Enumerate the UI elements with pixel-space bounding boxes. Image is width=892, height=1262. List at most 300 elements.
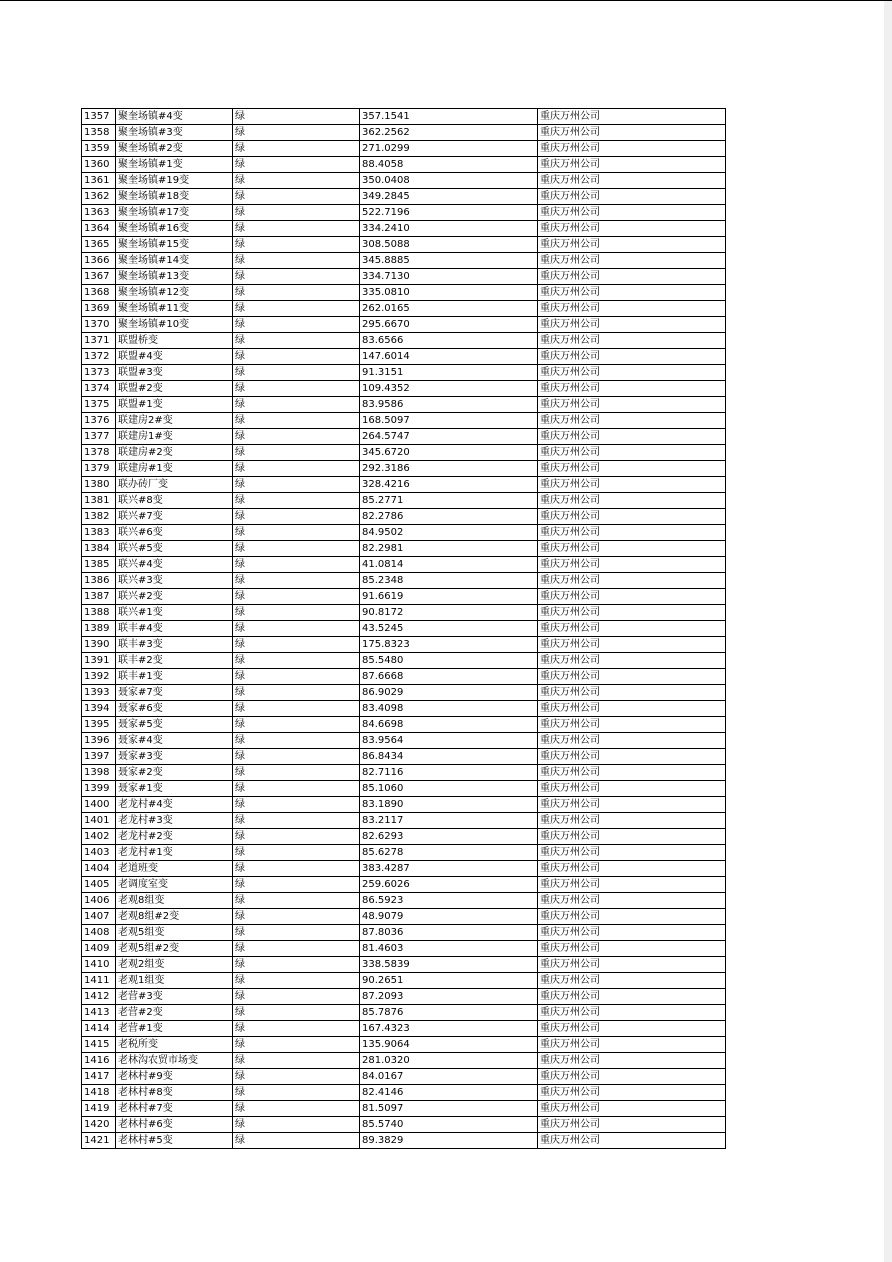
status-level-cell: 绿 [233,1053,360,1069]
table-row [82,637,726,653]
transformer-name-cell: 聚奎场镇#17变 [116,205,233,221]
status-level-cell: 绿 [233,285,360,301]
value-cell: 334.7130 [360,269,538,285]
value-cell: 48.9079 [360,909,538,925]
row-number-cell: 1371 [82,333,116,349]
value-cell: 259.6026 [360,877,538,893]
company-cell: 重庆万州公司 [538,605,726,621]
table-row [82,733,726,749]
page-top-rule [0,0,892,1]
table-row [82,205,726,221]
value-cell: 85.5740 [360,1117,538,1133]
company-cell: 重庆万州公司 [538,301,726,317]
value-cell: 82.2786 [360,509,538,525]
value-cell: 84.6698 [360,717,538,733]
transformer-name-cell: 联建房#2变 [116,445,233,461]
table-row [82,221,726,237]
row-number-cell: 1363 [82,205,116,221]
row-number-cell: 1379 [82,461,116,477]
status-level-cell: 绿 [233,333,360,349]
transformer-name-cell: 聚奎场镇#13变 [116,269,233,285]
row-number-cell: 1419 [82,1101,116,1117]
row-number-cell: 1387 [82,589,116,605]
table-row [82,989,726,1005]
transformer-name-cell: 老龙村#3变 [116,813,233,829]
table-row [82,525,726,541]
value-cell: 83.9564 [360,733,538,749]
transformer-name-cell: 老林村#6变 [116,1117,233,1133]
transformer-name-cell: 老观5组#2变 [116,941,233,957]
value-cell: 308.5088 [360,237,538,253]
value-cell: 522.7196 [360,205,538,221]
value-cell: 357.1541 [360,109,538,125]
table-row [82,893,726,909]
table-row [82,189,726,205]
transformer-name-cell: 老营#1变 [116,1021,233,1037]
value-cell: 83.9586 [360,397,538,413]
transformer-name-cell: 老林村#5变 [116,1133,233,1149]
company-cell: 重庆万州公司 [538,381,726,397]
row-number-cell: 1369 [82,301,116,317]
status-level-cell: 绿 [233,829,360,845]
value-cell: 262.0165 [360,301,538,317]
value-cell: 85.1060 [360,781,538,797]
table-row [82,685,726,701]
table-row [82,381,726,397]
row-number-cell: 1361 [82,173,116,189]
table-row [82,589,726,605]
status-level-cell: 绿 [233,845,360,861]
company-cell: 重庆万州公司 [538,829,726,845]
table-row [82,269,726,285]
table-row [82,397,726,413]
status-level-cell: 绿 [233,941,360,957]
table-row [82,605,726,621]
value-cell: 135.9064 [360,1037,538,1053]
company-cell: 重庆万州公司 [538,477,726,493]
status-level-cell: 绿 [233,909,360,925]
table-row [82,973,726,989]
row-number-cell: 1408 [82,925,116,941]
table-row [82,365,726,381]
status-level-cell: 绿 [233,125,360,141]
transformer-name-cell: 老林村#9变 [116,1069,233,1085]
status-level-cell: 绿 [233,381,360,397]
row-number-cell: 1398 [82,765,116,781]
row-number-cell: 1413 [82,1005,116,1021]
company-cell: 重庆万州公司 [538,525,726,541]
table-row [82,349,726,365]
company-cell: 重庆万州公司 [538,557,726,573]
company-cell: 重庆万州公司 [538,173,726,189]
transformer-name-cell: 联建房2#变 [116,413,233,429]
table-row [82,1053,726,1069]
value-cell: 83.1890 [360,797,538,813]
company-cell: 重庆万州公司 [538,429,726,445]
row-number-cell: 1365 [82,237,116,253]
status-level-cell: 绿 [233,1005,360,1021]
row-number-cell: 1394 [82,701,116,717]
row-number-cell: 1411 [82,973,116,989]
row-number-cell: 1410 [82,957,116,973]
status-level-cell: 绿 [233,749,360,765]
transformer-name-cell: 老观8组变 [116,893,233,909]
row-number-cell: 1381 [82,493,116,509]
row-number-cell: 1368 [82,285,116,301]
company-cell: 重庆万州公司 [538,877,726,893]
status-level-cell: 绿 [233,429,360,445]
status-level-cell: 绿 [233,237,360,253]
transformer-name-cell: 联兴#5变 [116,541,233,557]
company-cell: 重庆万州公司 [538,237,726,253]
table-row [82,765,726,781]
value-cell: 88.4058 [360,157,538,173]
company-cell: 重庆万州公司 [538,909,726,925]
transformer-name-cell: 聚奎场镇#1变 [116,157,233,173]
transformer-name-cell: 老营#2变 [116,1005,233,1021]
status-level-cell: 绿 [233,109,360,125]
value-cell: 281.0320 [360,1053,538,1069]
company-cell: 重庆万州公司 [538,413,726,429]
row-number-cell: 1383 [82,525,116,541]
company-cell: 重庆万州公司 [538,589,726,605]
company-cell: 重庆万州公司 [538,141,726,157]
transformer-name-cell: 聂家#7变 [116,685,233,701]
value-cell: 292.3186 [360,461,538,477]
value-cell: 86.9029 [360,685,538,701]
table-row [82,429,726,445]
status-level-cell: 绿 [233,1069,360,1085]
status-level-cell: 绿 [233,173,360,189]
status-level-cell: 绿 [233,1085,360,1101]
table-row [82,813,726,829]
company-cell: 重庆万州公司 [538,1021,726,1037]
row-number-cell: 1402 [82,829,116,845]
row-number-cell: 1418 [82,1085,116,1101]
value-cell: 83.6566 [360,333,538,349]
transformer-name-cell: 联兴#6变 [116,525,233,541]
transformer-name-cell: 老林沟农贸市场变 [116,1053,233,1069]
table-row [82,717,726,733]
status-level-cell: 绿 [233,781,360,797]
transformer-name-cell: 老观8组#2变 [116,909,233,925]
value-cell: 82.6293 [360,829,538,845]
table-row [82,237,726,253]
status-level-cell: 绿 [233,733,360,749]
status-level-cell: 绿 [233,461,360,477]
value-cell: 84.9502 [360,525,538,541]
table-row [82,909,726,925]
company-cell: 重庆万州公司 [538,637,726,653]
table-row [82,557,726,573]
value-cell: 338.5839 [360,957,538,973]
transformer-name-cell: 聚奎场镇#10变 [116,317,233,333]
table-row [82,701,726,717]
table-row [82,941,726,957]
company-cell: 重庆万州公司 [538,1101,726,1117]
value-cell: 87.2093 [360,989,538,1005]
transformer-name-cell: 聚奎场镇#2变 [116,141,233,157]
page-right-edge [884,1,892,1262]
value-cell: 328.4216 [360,477,538,493]
row-number-cell: 1406 [82,893,116,909]
table-body [82,109,726,1149]
status-level-cell: 绿 [233,701,360,717]
value-cell: 87.8036 [360,925,538,941]
row-number-cell: 1360 [82,157,116,173]
value-cell: 85.7876 [360,1005,538,1021]
table-row [82,285,726,301]
table-row [82,669,726,685]
value-cell: 83.4098 [360,701,538,717]
status-level-cell: 绿 [233,349,360,365]
company-cell: 重庆万州公司 [538,461,726,477]
row-number-cell: 1370 [82,317,116,333]
value-cell: 90.8172 [360,605,538,621]
value-cell: 86.5923 [360,893,538,909]
value-cell: 345.8885 [360,253,538,269]
company-cell: 重庆万州公司 [538,541,726,557]
row-number-cell: 1391 [82,653,116,669]
company-cell: 重庆万州公司 [538,861,726,877]
row-number-cell: 1393 [82,685,116,701]
row-number-cell: 1412 [82,989,116,1005]
transformer-name-cell: 联兴#3变 [116,573,233,589]
company-cell: 重庆万州公司 [538,781,726,797]
table-row [82,877,726,893]
company-cell: 重庆万州公司 [538,109,726,125]
status-level-cell: 绿 [233,317,360,333]
row-number-cell: 1382 [82,509,116,525]
table-row [82,1069,726,1085]
transformer-name-cell: 聚奎场镇#19变 [116,173,233,189]
row-number-cell: 1397 [82,749,116,765]
company-cell: 重庆万州公司 [538,221,726,237]
row-number-cell: 1378 [82,445,116,461]
row-number-cell: 1357 [82,109,116,125]
table-row [82,621,726,637]
table-row [82,157,726,173]
table-row [82,1101,726,1117]
row-number-cell: 1405 [82,877,116,893]
transformer-name-cell: 聚奎场镇#18变 [116,189,233,205]
value-cell: 89.3829 [360,1133,538,1149]
transformer-name-cell: 老龙村#2变 [116,829,233,845]
company-cell: 重庆万州公司 [538,621,726,637]
row-number-cell: 1403 [82,845,116,861]
table-row [82,573,726,589]
row-number-cell: 1415 [82,1037,116,1053]
table-row [82,1117,726,1133]
transformer-name-cell: 联盟#2变 [116,381,233,397]
company-cell: 重庆万州公司 [538,685,726,701]
transformer-name-cell: 老税所变 [116,1037,233,1053]
value-cell: 271.0299 [360,141,538,157]
value-cell: 383.4287 [360,861,538,877]
value-cell: 82.4146 [360,1085,538,1101]
row-number-cell: 1366 [82,253,116,269]
transformer-name-cell: 聚奎场镇#16变 [116,221,233,237]
table-row [82,797,726,813]
value-cell: 81.5097 [360,1101,538,1117]
company-cell: 重庆万州公司 [538,893,726,909]
status-level-cell: 绿 [233,621,360,637]
value-cell: 84.0167 [360,1069,538,1085]
value-cell: 85.2348 [360,573,538,589]
row-number-cell: 1396 [82,733,116,749]
value-cell: 82.2981 [360,541,538,557]
row-number-cell: 1372 [82,349,116,365]
transformer-name-cell: 联盟#3变 [116,365,233,381]
table-row [82,173,726,189]
company-cell: 重庆万州公司 [538,157,726,173]
status-level-cell: 绿 [233,925,360,941]
company-cell: 重庆万州公司 [538,653,726,669]
transformer-name-cell: 联盟桥变 [116,333,233,349]
table-row [82,925,726,941]
status-level-cell: 绿 [233,541,360,557]
status-level-cell: 绿 [233,445,360,461]
company-cell: 重庆万州公司 [538,973,726,989]
transformer-name-cell: 聂家#5变 [116,717,233,733]
row-number-cell: 1374 [82,381,116,397]
row-number-cell: 1390 [82,637,116,653]
row-number-cell: 1373 [82,365,116,381]
company-cell: 重庆万州公司 [538,1053,726,1069]
row-number-cell: 1362 [82,189,116,205]
value-cell: 345.6720 [360,445,538,461]
company-cell: 重庆万州公司 [538,925,726,941]
transformer-name-cell: 联丰#2变 [116,653,233,669]
status-level-cell: 绿 [233,413,360,429]
transformer-name-cell: 联兴#8变 [116,493,233,509]
table-row [82,861,726,877]
status-level-cell: 绿 [233,189,360,205]
status-level-cell: 绿 [233,1133,360,1149]
table-row [82,253,726,269]
status-level-cell: 绿 [233,653,360,669]
transformer-name-cell: 联兴#7变 [116,509,233,525]
transformer-name-cell: 老营#3变 [116,989,233,1005]
row-number-cell: 1400 [82,797,116,813]
value-cell: 83.2117 [360,813,538,829]
table-row [82,477,726,493]
company-cell: 重庆万州公司 [538,253,726,269]
table-row [82,1021,726,1037]
row-number-cell: 1385 [82,557,116,573]
company-cell: 重庆万州公司 [538,1037,726,1053]
status-level-cell: 绿 [233,605,360,621]
transformer-name-cell: 聂家#6变 [116,701,233,717]
row-number-cell: 1389 [82,621,116,637]
transformer-name-cell: 聚奎场镇#12变 [116,285,233,301]
value-cell: 85.2771 [360,493,538,509]
company-cell: 重庆万州公司 [538,1085,726,1101]
table-row [82,509,726,525]
value-cell: 335.0810 [360,285,538,301]
table-row [82,301,726,317]
status-level-cell: 绿 [233,301,360,317]
row-number-cell: 1386 [82,573,116,589]
row-number-cell: 1364 [82,221,116,237]
table-row [82,829,726,845]
status-level-cell: 绿 [233,797,360,813]
company-cell: 重庆万州公司 [538,125,726,141]
table-row [82,141,726,157]
value-cell: 350.0408 [360,173,538,189]
transformer-name-cell: 联建房1#变 [116,429,233,445]
status-level-cell: 绿 [233,637,360,653]
table-row [82,749,726,765]
value-cell: 295.6670 [360,317,538,333]
status-level-cell: 绿 [233,493,360,509]
transformer-name-cell: 聂家#2变 [116,765,233,781]
table-row [82,781,726,797]
status-level-cell: 绿 [233,269,360,285]
transformer-name-cell: 联盟#4变 [116,349,233,365]
value-cell: 147.6014 [360,349,538,365]
company-cell: 重庆万州公司 [538,445,726,461]
status-level-cell: 绿 [233,877,360,893]
row-number-cell: 1414 [82,1021,116,1037]
company-cell: 重庆万州公司 [538,765,726,781]
status-level-cell: 绿 [233,669,360,685]
company-cell: 重庆万州公司 [538,333,726,349]
company-cell: 重庆万州公司 [538,285,726,301]
transformer-name-cell: 老道班变 [116,861,233,877]
table-row [82,493,726,509]
row-number-cell: 1416 [82,1053,116,1069]
value-cell: 109.4352 [360,381,538,397]
transformer-name-cell: 老林村#8变 [116,1085,233,1101]
row-number-cell: 1384 [82,541,116,557]
status-level-cell: 绿 [233,893,360,909]
status-level-cell: 绿 [233,525,360,541]
transformer-name-cell: 老调度室变 [116,877,233,893]
value-cell: 81.4603 [360,941,538,957]
status-level-cell: 绿 [233,397,360,413]
transformer-name-cell: 聂家#1变 [116,781,233,797]
value-cell: 349.2845 [360,189,538,205]
transformer-name-cell: 聚奎场镇#3变 [116,125,233,141]
value-cell: 264.5747 [360,429,538,445]
row-number-cell: 1395 [82,717,116,733]
row-number-cell: 1358 [82,125,116,141]
value-cell: 362.2562 [360,125,538,141]
company-cell: 重庆万州公司 [538,845,726,861]
row-number-cell: 1380 [82,477,116,493]
row-number-cell: 1404 [82,861,116,877]
transformer-name-cell: 聚奎场镇#14变 [116,253,233,269]
data-table [81,108,726,1149]
status-level-cell: 绿 [233,685,360,701]
table-row [82,957,726,973]
status-level-cell: 绿 [233,221,360,237]
value-cell: 334.2410 [360,221,538,237]
company-cell: 重庆万州公司 [538,749,726,765]
table-row [82,109,726,125]
status-level-cell: 绿 [233,973,360,989]
transformer-name-cell: 聚奎场镇#4变 [116,109,233,125]
row-number-cell: 1409 [82,941,116,957]
status-level-cell: 绿 [233,1037,360,1053]
status-level-cell: 绿 [233,861,360,877]
value-cell: 85.6278 [360,845,538,861]
status-level-cell: 绿 [233,1021,360,1037]
transformer-name-cell: 聚奎场镇#11变 [116,301,233,317]
row-number-cell: 1377 [82,429,116,445]
company-cell: 重庆万州公司 [538,989,726,1005]
